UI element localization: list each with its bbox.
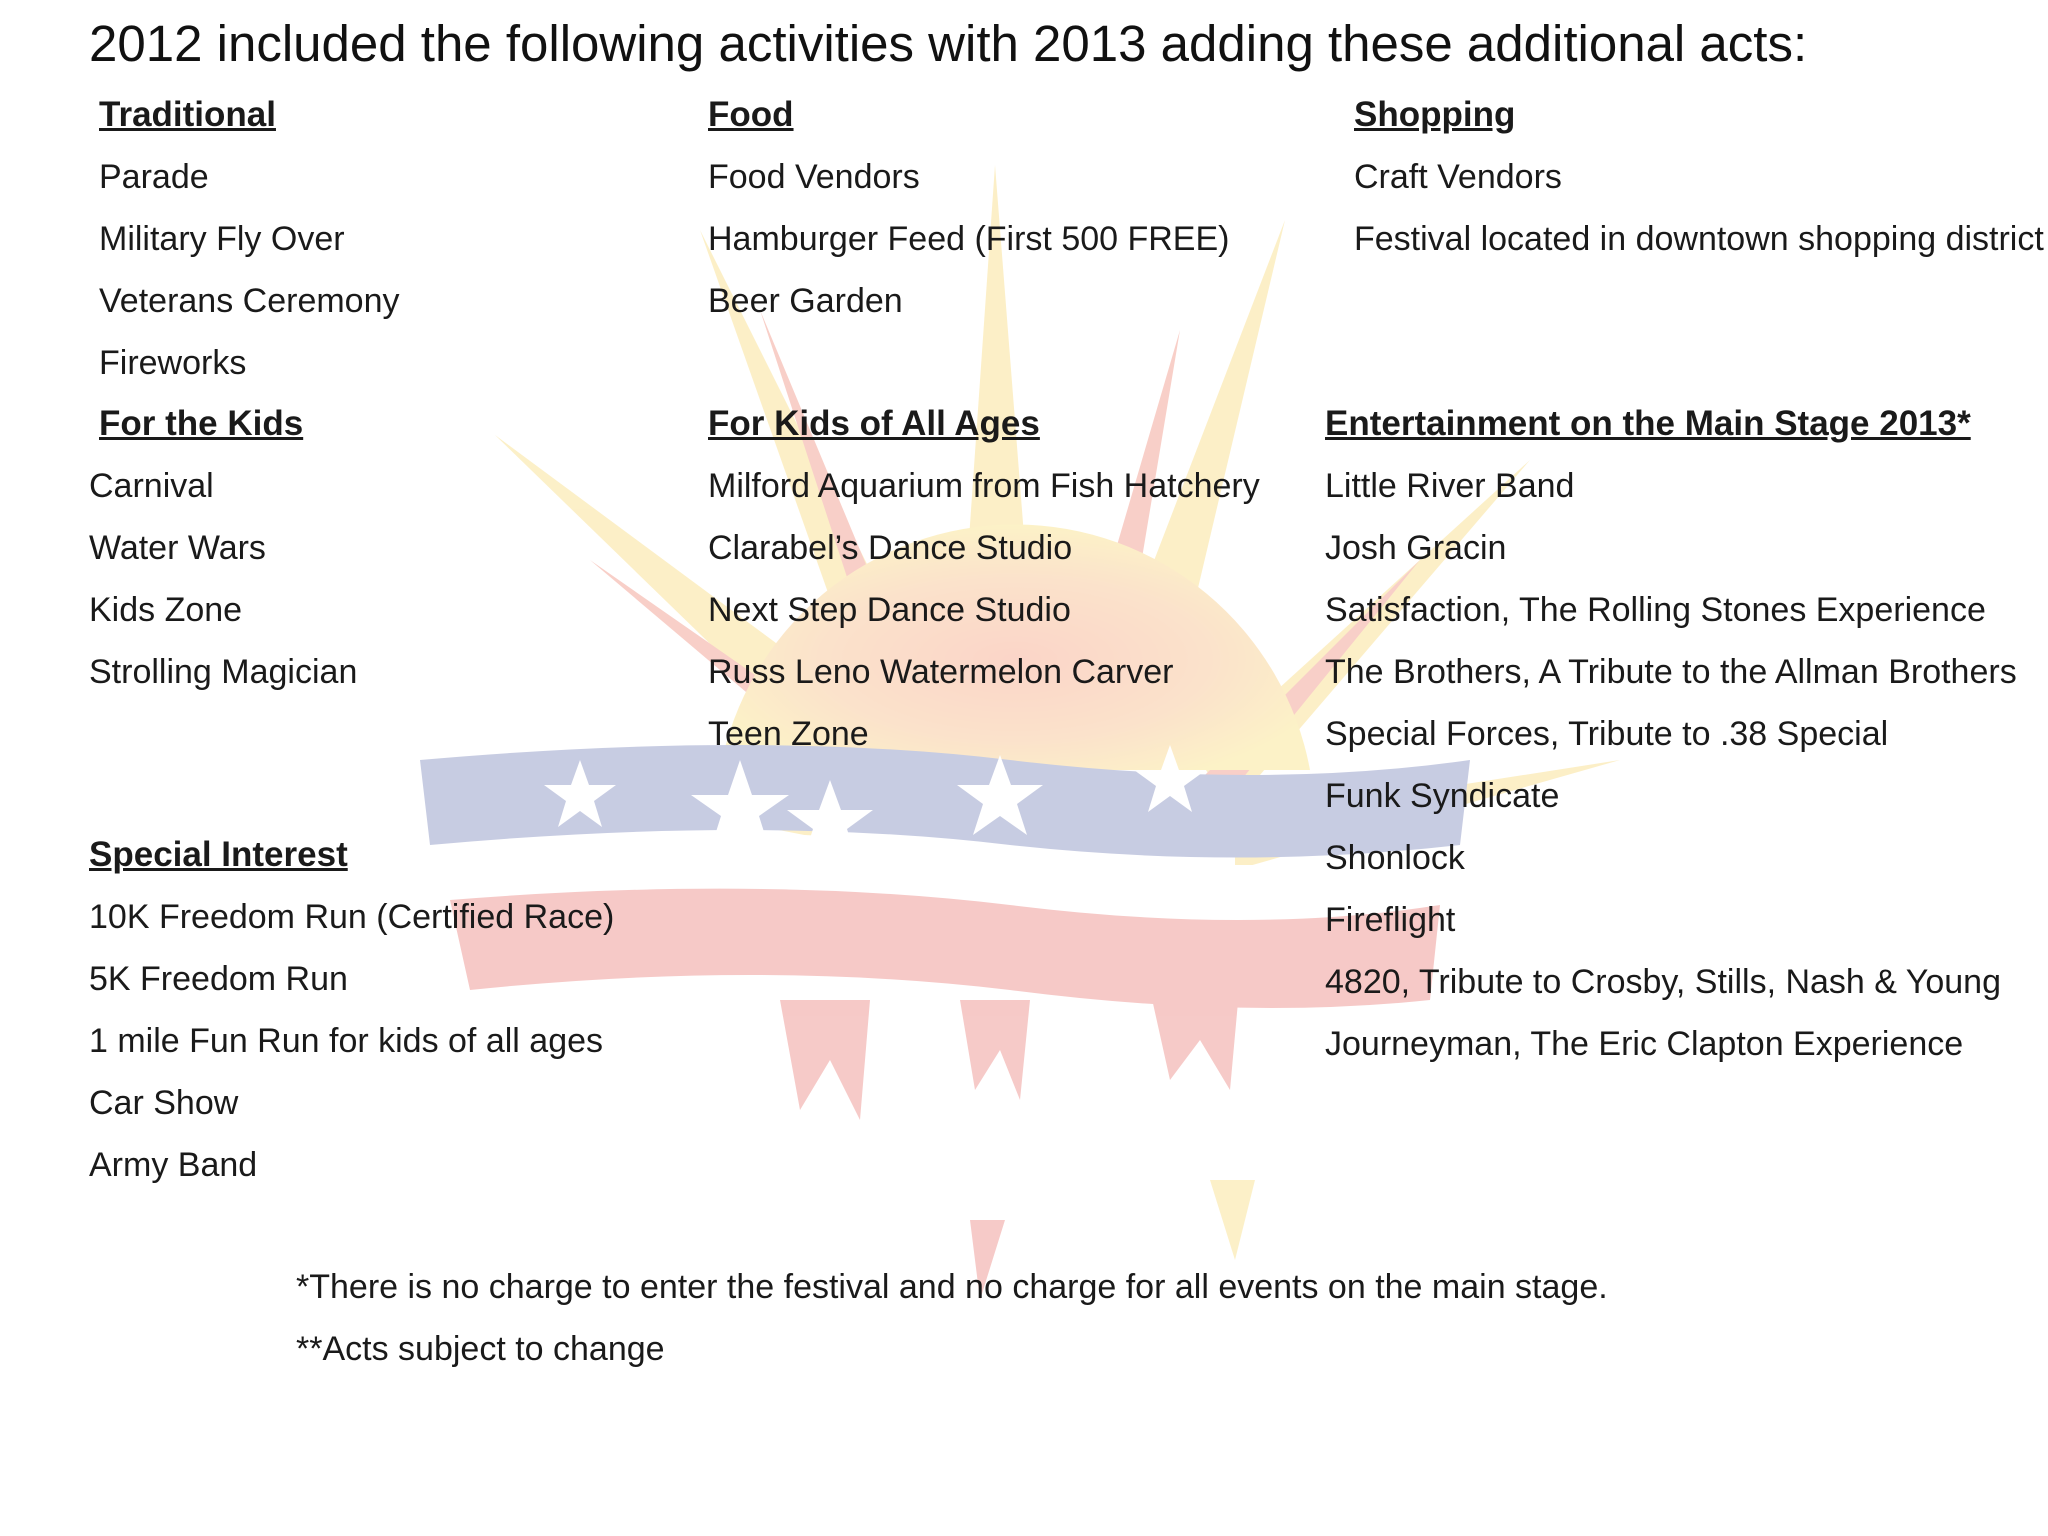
section-for-kids-all-ages — [708, 393, 1260, 765]
list-item: Food Vendors — [708, 158, 920, 196]
list-item: Special Forces, Tribute to .38 Special — [1325, 715, 1889, 753]
list-item: Strolling Magician — [89, 653, 358, 691]
list-item: Kids Zone — [89, 591, 243, 629]
heading-entertainment: Entertainment on the Main Stage 2013* — [1325, 404, 1971, 443]
heading-for-kids-all-ages: For Kids of All Ages — [708, 404, 1040, 443]
list-item: Military Fly Over — [99, 220, 345, 258]
list-item: Next Step Dance Studio — [708, 591, 1071, 629]
section-for-the-kids — [99, 393, 303, 455]
heading-shopping: Shopping — [1354, 95, 1516, 134]
list-food — [708, 146, 1230, 332]
list-item: Fireworks — [99, 344, 247, 382]
list-item: Hamburger Feed (First 500 FREE) — [708, 220, 1230, 258]
list-item: Carnival — [89, 467, 214, 505]
footnote-acts-subject-to-change: **Acts subject to change — [296, 1330, 665, 1368]
section-food — [708, 84, 1230, 332]
page-title: 2012 included the following activities with 2013 adding these additional acts: — [89, 15, 1808, 72]
heading-special-interest: Special Interest — [89, 835, 348, 874]
list-item: Craft Vendors — [1354, 158, 1562, 196]
list-item: Veterans Ceremony — [99, 282, 400, 320]
list-item: 4820, Tribute to Crosby, Stills, Nash & Young — [1325, 963, 2001, 1001]
list-entertainment — [1325, 455, 2017, 1075]
list-special-interest — [89, 886, 614, 1196]
list-traditional — [99, 146, 400, 394]
list-item: Josh Gracin — [1325, 529, 1507, 567]
list-item: Milford Aquarium from Fish Hatchery — [708, 467, 1260, 505]
footnote-no-charge: *There is no charge to enter the festival and no charge for all events on the main stage. — [296, 1268, 1608, 1306]
section-traditional — [99, 84, 400, 394]
list-item: Beer Garden — [708, 282, 903, 320]
list-item: 5K Freedom Run — [89, 960, 348, 998]
section-entertainment — [1325, 393, 2017, 1075]
list-item: Festival located in downtown shopping district — [1354, 220, 2044, 258]
list-shopping — [1354, 146, 2044, 270]
section-special-interest — [89, 824, 614, 1196]
footnotes — [296, 1256, 1608, 1380]
list-item: 1 mile Fun Run for kids of all ages — [89, 1022, 604, 1060]
list-for-the-kids — [89, 455, 357, 703]
list-item: Water Wars — [89, 529, 266, 567]
list-for-kids-all-ages — [708, 455, 1260, 765]
list-item: Clarabel’s Dance Studio — [708, 529, 1073, 567]
heading-food: Food — [708, 95, 794, 134]
list-item: Car Show — [89, 1084, 239, 1122]
heading-for-the-kids: For the Kids — [99, 404, 304, 443]
list-item: Army Band — [89, 1146, 258, 1184]
list-item: 10K Freedom Run (Certified Race) — [89, 898, 615, 936]
list-item: Teen Zone — [708, 715, 869, 753]
list-item: Journeyman, The Eric Clapton Experience — [1325, 1025, 1964, 1063]
list-item: Satisfaction, The Rolling Stones Experience — [1325, 591, 1986, 629]
list-item: The Brothers, A Tribute to the Allman Brothers — [1325, 653, 2017, 691]
list-item: Shonlock — [1325, 839, 1465, 877]
list-item: Little River Band — [1325, 467, 1575, 505]
list-item: Fireflight — [1325, 901, 1456, 939]
section-shopping — [1354, 84, 2044, 270]
list-item: Parade — [99, 158, 209, 196]
section-for-the-kids-list — [89, 455, 357, 703]
list-item: Russ Leno Watermelon Carver — [708, 653, 1174, 691]
list-item: Funk Syndicate — [1325, 777, 1560, 815]
heading-traditional: Traditional — [99, 95, 276, 134]
